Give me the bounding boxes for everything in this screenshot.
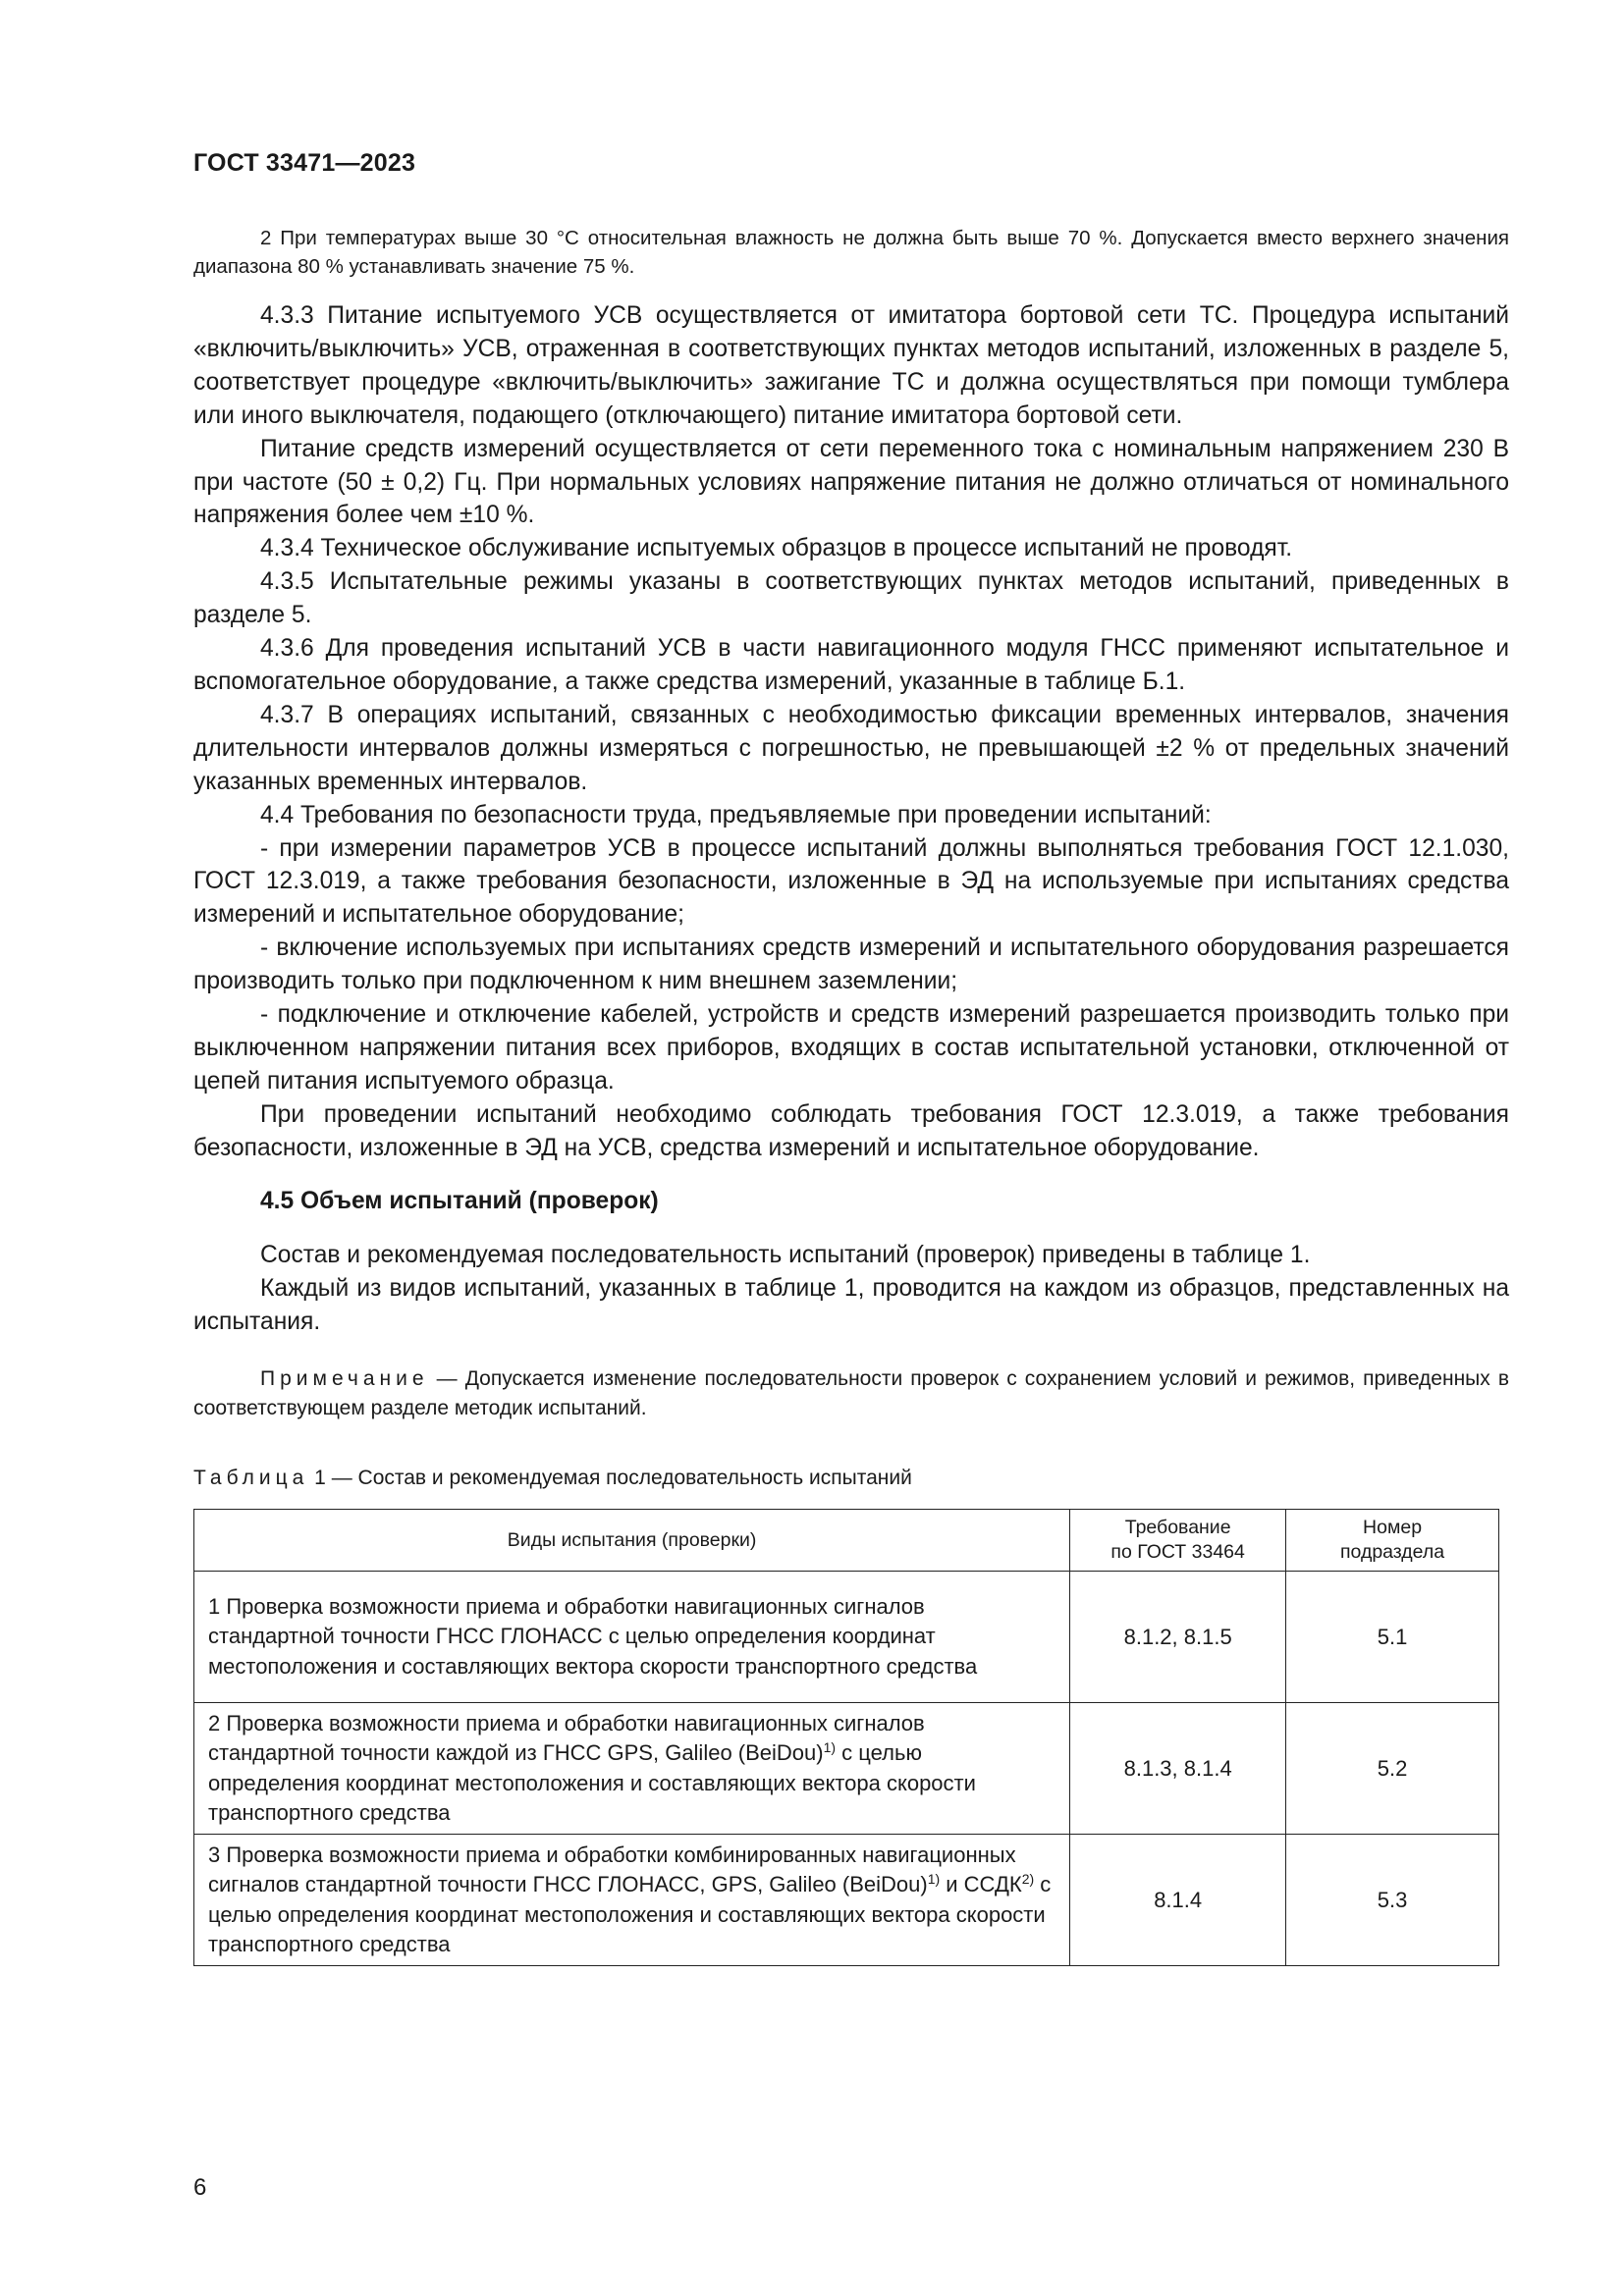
table-header-row (194, 1510, 1499, 1572)
row-3-subsection: 5.3 (1286, 1835, 1499, 1966)
paragraph-power-supply: Питание средств измерений осуществляется от сети переменного тока с номинальным напряжением 230 В при частоте (50 ± 0,2) Гц. При нормальных условиях напряжение питания не должно отличаться от номинального напряжения более чем ±10 %. (193, 435, 1509, 529)
body-text (193, 299, 1509, 1339)
header-number-line2: подраздела (1339, 1541, 1445, 1563)
section-4-5-p1: Состав и рекомендуемая последовательность испытаний (проверок) приведены в таблице 1. (260, 1242, 1311, 1269)
footnote-ref-2: 2) (1021, 1871, 1035, 1888)
header-requirement-line1: Требование (1124, 1517, 1231, 1538)
row-1-requirement: 8.1.2, 8.1.5 (1070, 1572, 1286, 1703)
row-3-text-a: 3 Проверка возможности приема и обработки комбинированных навигационных сигналов стандартной точности ГНСС ГЛОНАСС, GPS, Galileo (BeiDou) (208, 1842, 1016, 1897)
header-subsection-number (1286, 1510, 1499, 1572)
header-requirement-line2: по ГОСТ 33464 (1110, 1541, 1245, 1563)
row-3-requirement: 8.1.4 (1070, 1835, 1286, 1966)
page-number: 6 (193, 2174, 207, 2201)
paragraph-4-3-6: 4.3.6 Для проведения испытаний УСВ в части навигационного модуля ГНСС применяют испытательное и вспомогательное оборудование, а также средства измерений, указанные в таблице Б.1. (193, 635, 1509, 695)
row-3-text-c: с целью определения координат местоположения и составляющих вектора скорости транспортного средства (208, 1872, 1052, 1956)
safety-item-3: - подключение и отключение кабелей, устройств и средств измерений разрешается производить только при выключенном напряжении питания всех приборов, входящих в состав испытательной установки, отключенной от цепей питания испытуемого образца. (193, 1001, 1509, 1095)
climate-note: 2 При температурах выше 30 °С относительная влажность не должна быть выше 70 %. Допускается вместо верхнего значения диапазона 80 % устанавливать значение 75 %. (193, 227, 1509, 278)
paragraph-4-3-7: 4.3.7 В операциях испытаний, связанных с необходимостью фиксации временных интервалов, значения длительности интервалов должны измеряться с погрешностью, не превышающей ±2 % от предельных значений указанных временных интервалов. (193, 701, 1509, 795)
paragraph-safety-requirements: При проведении испытаний необходимо соблюдать требования ГОСТ 12.3.019, а также требования безопасности, изложенные в ЭД на УСВ, средства измерений и испытательное оборудование. (193, 1100, 1509, 1161)
note-text: — Допускается изменение последовательности проверок с сохранением условий и режимов, приведенных в соответствующем разделе методик испытаний. (193, 1367, 1509, 1419)
row-3-text-b: и ССДК (940, 1872, 1022, 1897)
paragraph-4-3-4: 4.3.4 Техническое обслуживание испытуемых образцов в процессе испытаний не проводят. (260, 535, 1293, 562)
paragraph-4-4: 4.4 Требования по безопасности труда, предъявляемые при проведении испытаний: (260, 801, 1212, 828)
safety-item-2: - включение используемых при испытаниях средств измерений и испытательного оборудования разрешается производить только при подключенном к ним внешнем заземлении; (193, 934, 1509, 995)
row-3-description (194, 1835, 1070, 1966)
tests-table (193, 1509, 1499, 1966)
note-label: Примечание (260, 1367, 429, 1390)
paragraph-4-3-5: 4.3.5 Испытательные режимы указаны в соответствующих пунктах методов испытаний, приведенных в разделе 5. (193, 568, 1509, 629)
row-2-requirement: 8.1.3, 8.1.4 (1070, 1703, 1286, 1835)
table-caption (193, 1467, 912, 1490)
table-row (194, 1572, 1499, 1703)
table-caption-label: Таблица (193, 1467, 309, 1489)
table-caption-text: 1 — Состав и рекомендуемая последовательность испытаний (308, 1467, 912, 1489)
footnote-ref-1: 1) (823, 1739, 837, 1756)
row-1-description: 1 Проверка возможности приема и обработки навигационных сигналов стандартной точности ГНСС ГЛОНАСС с целью определения координат местоположения и составляющих вектора скорости транспортного средства (194, 1572, 1070, 1703)
row-2-text-a: 2 Проверка возможности приема и обработки навигационных сигналов стандартной точности каждой из ГНСС GPS, Galileo (BeiDou) (208, 1710, 925, 1766)
footnote-ref-1: 1) (927, 1871, 941, 1888)
table-note (193, 1364, 1509, 1423)
standard-code: ГОСТ 33471—2023 (193, 149, 416, 177)
row-2-description (194, 1703, 1070, 1835)
table-row (194, 1703, 1499, 1835)
row-2-subsection: 5.2 (1286, 1703, 1499, 1835)
header-test-types: Виды испытания (проверки) (194, 1510, 1070, 1572)
header-number-line1: Номер (1363, 1517, 1423, 1538)
header-requirement (1070, 1510, 1286, 1572)
safety-item-1: - при измерении параметров УСВ в процессе испытаний должны выполняться требования ГОСТ 12.1.030, ГОСТ 12.3.019, а также требования безопасности, изложенные в ЭД на используемые при испытаниях средства измерений и испытательное оборудование; (193, 834, 1509, 929)
paragraph-4-3-3: 4.3.3 Питание испытуемого УСВ осуществляется от имитатора бортовой сети ТС. Процедура испытаний «включить/выключить» УСВ, отраженная в соответствующих пунктах методов испытаний, изложенных в разделе 5, соответствует процедуре «включить/выключить» зажигание ТС и должна осуществляться при помощи тумблера или иного выключателя, подающего (отключающего) питание имитатора бортовой сети. (193, 302, 1509, 429)
section-4-5-p2: Каждый из видов испытаний, указанных в таблице 1, проводится на каждом из образцов, представленных на испытания. (193, 1275, 1509, 1336)
row-2-text-b: с целью определения координат местоположения и составляющих вектора скорости транспортного средства (208, 1740, 976, 1825)
row-1-subsection: 5.1 (1286, 1572, 1499, 1703)
section-4-5-title: 4.5 Объем испытаний (проверок) (260, 1187, 659, 1214)
table-row (194, 1835, 1499, 1966)
